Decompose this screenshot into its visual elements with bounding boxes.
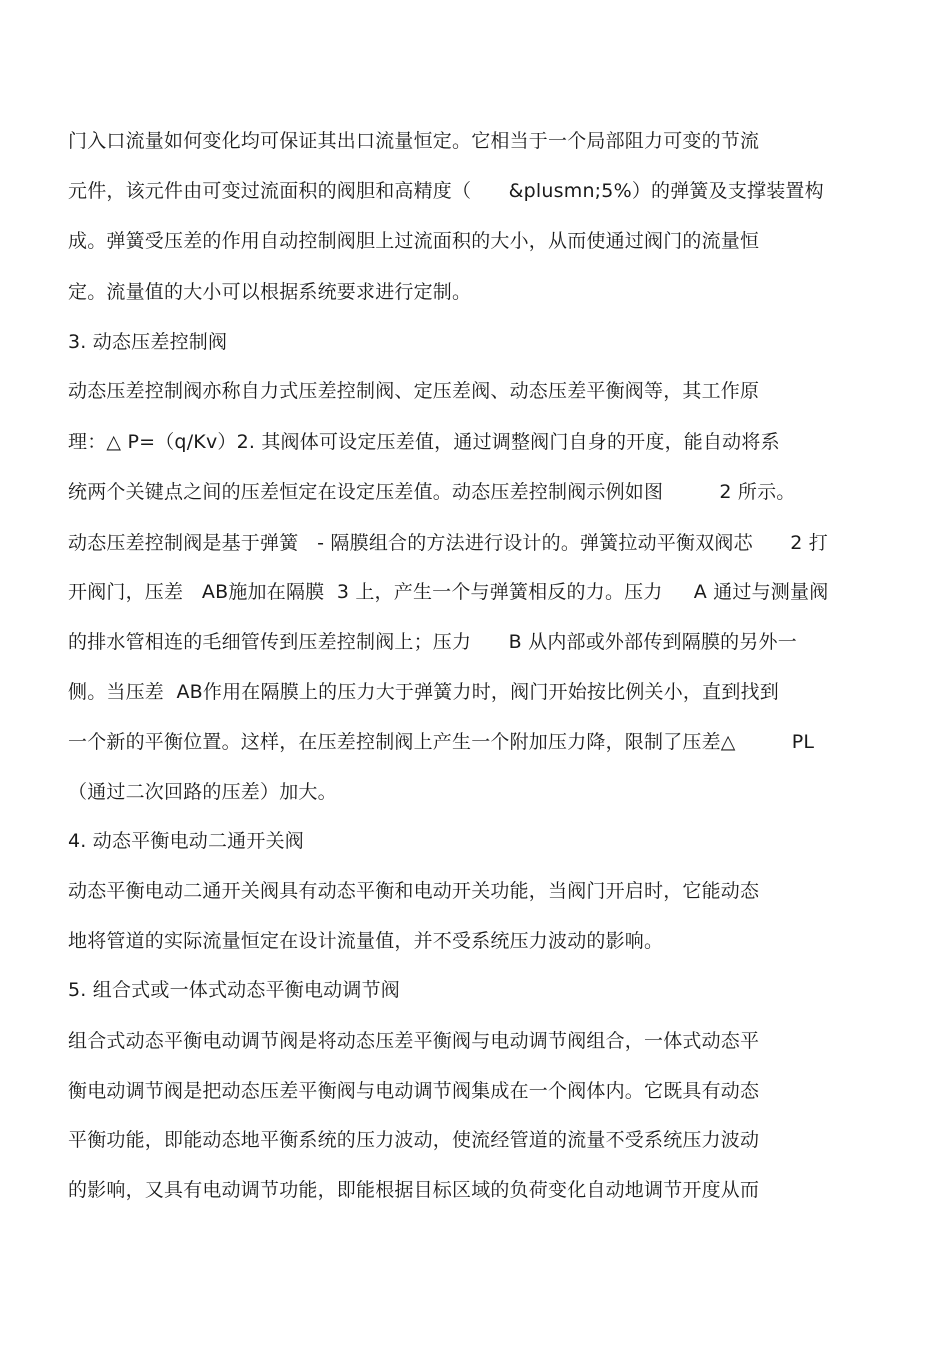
- section-heading-5: 5. 组合式或一体式动态平衡电动调节阀: [68, 979, 400, 1001]
- text-line-14: （通过二次回路的压差）加大。: [68, 781, 337, 803]
- text-line-2: 元件，该元件由可变过流面积的阀胆和高精度（ &plusmn;5%）的弹簧及支撑装置构: [68, 180, 824, 202]
- text-line-21: 平衡功能，即能动态地平衡系统的压力波动，使流经管道的流量不受系统压力波动: [68, 1129, 760, 1151]
- text-line-11: 的排水管相连的毛细管传到压差控制阀上；压力 B 从内部或外部传到隔膜的另外一: [68, 631, 797, 653]
- text-line-8: 统两个关键点之间的压差恒定在设定压差值。动态压差控制阀示例如图 2 所示。: [68, 481, 796, 503]
- text-line-12: 侧。当压差 AB作用在隔膜上的压力大于弹簧力时，阀门开始按比例关小，直到找到: [68, 681, 779, 703]
- text-line-22: 的影响，又具有电动调节功能，即能根据目标区域的负荷变化自动地调节开度从而: [68, 1179, 760, 1201]
- text-line-3: 成。弹簧受压差的作用自动控制阀胆上过流面积的大小，从而使通过阀门的流量恒: [68, 230, 760, 252]
- text-line-4: 定。流量值的大小可以根据系统要求进行定制。: [68, 281, 472, 303]
- text-line-1: 门入口流量如何变化均可保证其出口流量恒定。它相当于一个局部阻力可变的节流: [68, 130, 760, 152]
- text-line-7: 理：△ P=（q/Kv）2. 其阀体可设定压差值，通过调整阀门自身的开度，能自动将系: [68, 431, 780, 453]
- text-line-19: 组合式动态平衡电动调节阀是将动态压差平衡阀与电动调节阀组合，一体式动态平: [68, 1030, 760, 1052]
- text-line-6: 动态压差控制阀亦称自力式压差控制阀、定压差阀、动态压差平衡阀等，其工作原: [68, 380, 760, 402]
- text-line-17: 地将管道的实际流量恒定在设计流量值，并不受系统压力波动的影响。: [68, 930, 664, 952]
- text-line-10: 开阀门，压差 AB施加在隔膜 3 上，产生一个与弹簧相反的力。压力 A 通过与测量阀: [68, 581, 829, 603]
- section-heading-3: 3. 动态压差控制阀: [68, 331, 228, 353]
- text-line-13: 一个新的平衡位置。这样，在压差控制阀上产生一个附加压力降，限制了压差△ PL: [68, 731, 815, 753]
- text-line-16: 动态平衡电动二通开关阀具有动态平衡和电动开关功能，当阀门开启时，它能动态: [68, 880, 760, 902]
- text-line-20: 衡电动调节阀是把动态压差平衡阀与电动调节阀集成在一个阀体内。它既具有动态: [68, 1080, 760, 1102]
- section-heading-4: 4. 动态平衡电动二通开关阀: [68, 830, 304, 852]
- text-line-9: 动态压差控制阀是基于弹簧 - 隔膜组合的方法进行设计的。弹簧拉动平衡双阀芯 2 打: [68, 532, 828, 554]
